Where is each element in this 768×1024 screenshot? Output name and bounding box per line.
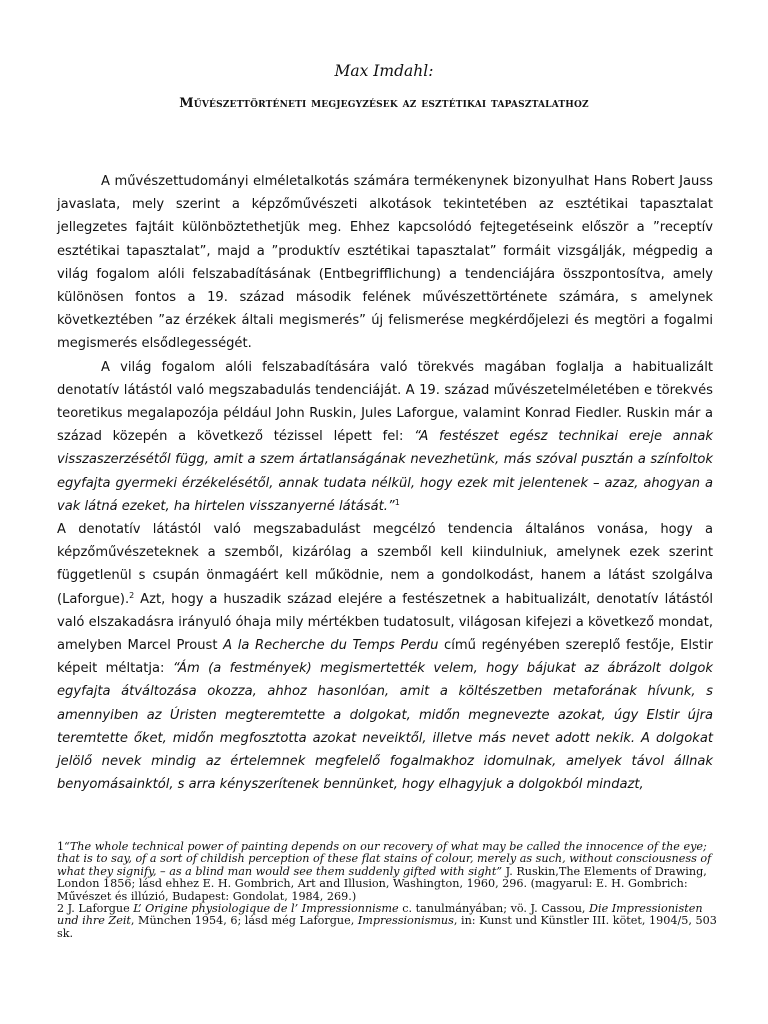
paragraph-1: A művészettudományi elméletalkotás számára termékenynek bizonyulhat Hans Robert Jauss javaslata, mely szerint a képzőművészeti alkotások tekintetében az esztétikai tapasztalat jellegzetes fajtáit különböztethetjük meg. Ehhez kapcsolódó fejtegetéseink először a ”receptív esztétikai tapasztalat”, majd a ”produktív esztétikai tapasztalat” formáit vizsgálják, mégpedig a világ fogalom alóli felszabadításának (Entbegrifflichung) a tendenciájára összpontosítva, amely különösen fontos a 19. század második felének művészettörténete számára, s amelynek következtében ”az érzékek általi megismerés” új felismerése megkérdőjelezi és megtöri a fogalmi megismerés elsődlegességét. (57, 174, 713, 352)
footnotes (57, 841, 717, 940)
article-title: Művészettörténeti megjegyzések az esztétikai tapasztalathoz (179, 96, 589, 111)
footnote-2 (57, 903, 717, 940)
author-heading: Max Imdahl: (334, 62, 434, 80)
footnote-1 (57, 841, 717, 903)
paragraph-3-text-a: A denotatív látástól való megszabadulást megcélzó tendencia általános vonása, hogy a képzőművészeteknek a szemből, kizárólag a szemből kell kiindulniuk, amelynek ezek szerint függetlenül s csupán önmagáért kell működnie, nem a gondolkodást, hanem a látást szolgálva (Laforgue). (57, 522, 713, 607)
footnote-1-number: 1 (57, 840, 65, 853)
proust-quote: “Ám (a festmények) megismertették velem, hogy bájukat az ábrázolt dolgok egyfajta átváltozása okozza, ahhoz hasonlóan, amit a költészetben metaforának hívunk, s amennyiben az Úristen megteremtette a dolgokat, midőn megnevezte azokat, úgy Elstir újra teremtette őket, midőn megfosztotta azokat neveiktől, illetve más nevet adott nekik. A dolgokat jelölő nevek mindig az értelemnek megfelelő fogalmakhoz idomulnak, amelyek távol állnak benyomásainktól, s arra kényszerítenek bennünket, hogy elhagyjuk a dolgokból mindazt, (57, 661, 713, 793)
footnote-2-text-d: , in: Kunst und Künstler III. kötet, 1904/5, 503 sk. (57, 914, 717, 940)
footnote-2-text-c: , München 1954, 6; lásd még Laforgue, (130, 914, 358, 928)
paragraph-3-text-c: című regényében szereplő festője, Elstir képeit méltatja: (57, 638, 713, 677)
paragraph-3-text-b: Azt, hogy a huszadik század elejére a festészetnek a habitualizált, denotatív látástól való elszakadásra irányuló óhaja mily mértékben tudatosult, világosan kifejezi a következő mondat, amelyben Marcel Proust (57, 591, 713, 654)
ruskin-quote: “A festészet egész technikai ereje annak visszaszerzésétől függ, amit a szem ártatlanságának nevezhetünk, más szóval pusztán a színfoltok egyfajta gyermeki érzékelésétől, annak tudata nélkül, hogy ezek mit jelentenek – azaz, ahogyan a vak látná ezeket, ha hirtelen visszanyerné látását.” (57, 429, 713, 514)
footnote-2-text-b: c. tanulmányában; vö. J. Cassou, (398, 902, 590, 916)
proust-book-title: A la Recherche du Temps Perdu (223, 638, 439, 654)
paragraph-2 (57, 356, 713, 518)
footnote-2-title-3: Impressionismus (357, 914, 454, 928)
footnote-2-title-2: Die Impressionisten und ihre Zeit (57, 902, 703, 928)
footnote-2-text-a: 2 J. Laforgue (57, 902, 134, 916)
footnote-1-quote: “The whole technical power of painting depends on our recovery of what may be called the innocence of the eye; that is to say, of a sort of childish perception of these flat stains of colour, merely as such, without consciousness of what they signify, – as a blind man would see them suddenly gifted with sight” (57, 840, 712, 878)
footnote-1-source: J. Ruskin,The Elements of Drawing, London 1856; lásd ehhez E. H. Gombrich, Art and Illusion, Washington, 1960, 296. (magyarul: E. H. Gombrich: Művészet és illúzió, Budapest: Gondolat, 1984, 269.) (57, 864, 707, 903)
paragraph-3 (57, 518, 713, 796)
footnote-2-title-1: L’ Origine physiologique de l’ Impressionnisme (133, 902, 399, 916)
article-body (57, 170, 713, 796)
footnote-ref-2: 2 (129, 590, 135, 600)
paragraph-2-text: A világ fogalom alóli felszabadítására való törekvés magában foglalja a habitualizált denotatív látástól való megszabadulás tendenciáját. A 19. század művészetelméletében e törekvés teoretikus megalapozója például John Ruskin, Jules Laforgue, valamint Konrad Fiedler. Ruskin már a század közepén a következő tézissel lépett fel: (57, 359, 713, 445)
footnote-ref-1: 1 (394, 497, 400, 507)
